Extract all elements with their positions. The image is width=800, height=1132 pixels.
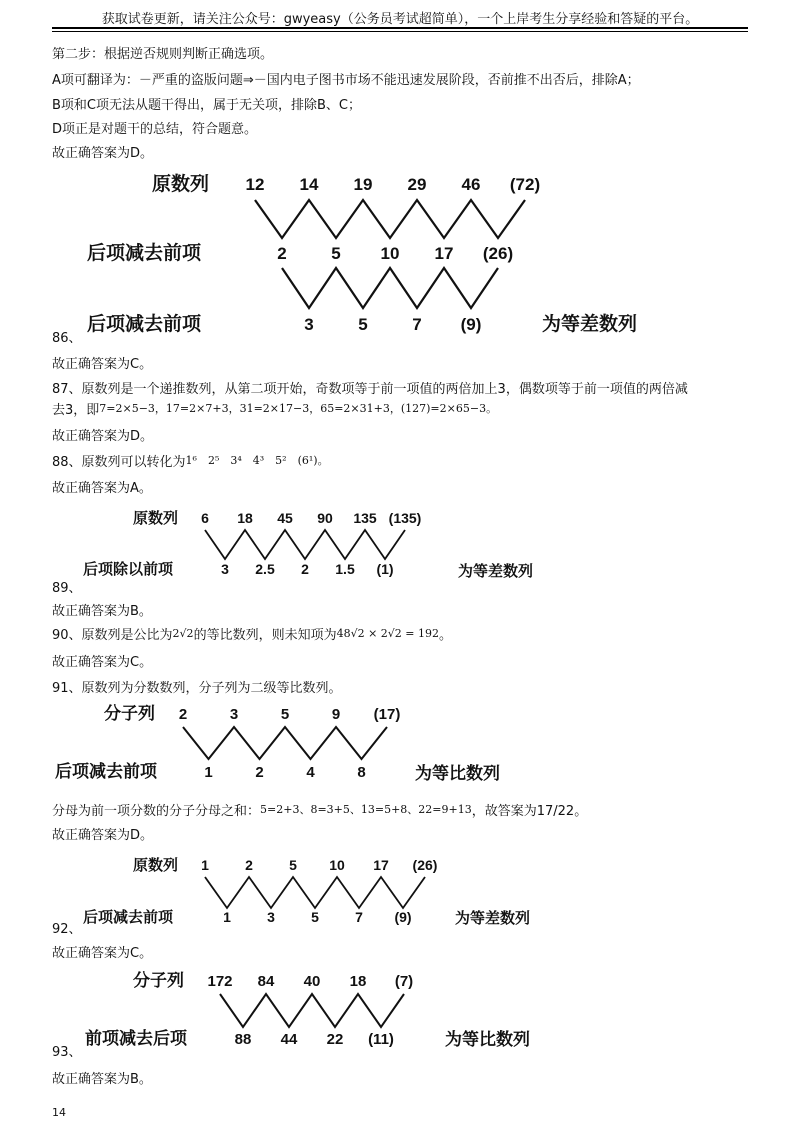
diagram-89-row1-value: 45 [277, 510, 293, 526]
diagram-86-row1-value: 12 [245, 175, 265, 194]
diagram-86-zigzag-1 [255, 200, 525, 238]
diagram-89-note: 为等差数列 [458, 563, 534, 580]
diagram-93-row2-value: 88 [234, 1031, 252, 1048]
diagram-91-row2-value: 4 [306, 764, 315, 781]
diagram-92-row1-value: 5 [289, 857, 297, 873]
diagram-86-row2-value: 5 [331, 244, 341, 263]
question-90-result: 48√2 × 2√2 = 192 [336, 627, 440, 640]
diagram-93 [0, 962, 800, 1057]
diagram-93-row1-value: 172 [207, 973, 233, 990]
header-rule-thin [52, 31, 748, 32]
diagram-89-row2-value: 2.5 [255, 561, 275, 577]
diagram-89-marks [201, 510, 421, 577]
diagram-91-row1-value: 9 [331, 706, 341, 723]
diagram-86-row3-value: 5 [358, 315, 368, 334]
diagram-92-row1-value: (26) [412, 857, 438, 873]
diagram-86-row1-value: 29 [407, 175, 427, 194]
diagram-89-row2-label: 后项除以前项 [83, 561, 174, 578]
diagram-86-row1-value: 14 [299, 175, 319, 194]
question-88-math: 1⁶ 2⁵ 3⁴ 4³ 5² (6¹)。 [185, 454, 329, 467]
diagram-89-row2-value: (1) [376, 561, 394, 577]
diagram-92-row1-value: 1 [201, 857, 209, 873]
diagram-86-row2-value: 17 [434, 244, 454, 263]
diagram-86-row1-label: 原数列 [152, 174, 210, 195]
diagram-86-row2-value: 2 [277, 244, 287, 263]
diagram-93-row1-label: 分子列 [133, 971, 184, 990]
answer-86-line: 故正确答案为C。 [52, 357, 153, 372]
diagram-93-zigzag-1 [220, 994, 404, 1027]
diagram-86-zigzag-2 [282, 268, 498, 308]
diagram-91-note: 为等比数列 [415, 764, 500, 783]
question-87-lead: 去3，即 [52, 403, 100, 418]
question-90-line [52, 624, 452, 643]
header-rule [52, 27, 748, 29]
diagram-93-row1-value: 18 [349, 973, 367, 990]
question-93-number: 93、 [52, 1045, 82, 1060]
question-91-den-lead: 分母为前一项分数的分子分母之和： [52, 804, 261, 819]
diagram-91-row1-label: 分子列 [104, 704, 155, 723]
diagram-93-row1-value: 40 [303, 973, 321, 990]
diagram-92 [0, 850, 800, 935]
question-90-ratio: 2√2 [172, 627, 194, 640]
answer-89-line: 故正确答案为B。 [52, 604, 152, 619]
answer-92-line: 故正确答案为C。 [52, 946, 153, 961]
diagram-93-row2-value: 44 [280, 1031, 298, 1048]
diagram-86-row1-value: (72) [509, 175, 541, 194]
diagram-86-note: 为等差数列 [542, 314, 638, 335]
question-89-number: 89、 [52, 581, 82, 596]
diagram-89-row1-value: 135 [353, 510, 377, 526]
diagram-86-row1-value: 19 [353, 175, 373, 194]
diagram-86-row2-value: (26) [482, 244, 514, 263]
diagram-92-row1-value: 17 [373, 857, 389, 873]
answer-line: 故正确答案为D。 [52, 146, 154, 161]
diagram-89-row2-value: 3 [221, 561, 229, 577]
diagram-89-row2-value: 1.5 [335, 561, 355, 577]
diagram-86-marks [246, 175, 541, 334]
question-87-line1: 87、原数列是一个递推数列，从第二项开始，奇数项等于前一项值的两倍加上3，偶数项等于前一项值的两倍减 [52, 382, 688, 397]
answer-91-line: 故正确答案为D。 [52, 828, 154, 843]
diagram-89-row1-value: 90 [317, 510, 333, 526]
question-86-number: 86、 [52, 331, 82, 346]
question-91-den-tail: ，故答案为17/22。 [471, 804, 588, 819]
question-91-den-math: 5=2+3、8=3+5、13=5+8、22=9+13 [260, 803, 472, 816]
diagram-93-row1-value: 84 [257, 973, 275, 990]
diagram-86-row3-value: 7 [412, 315, 422, 334]
question-88-lead: 88、原数列可以转化为 [52, 455, 186, 470]
diagram-91-row2-value: 2 [255, 764, 264, 781]
question-88-line [52, 451, 329, 470]
diagram-92-row1-value: 10 [329, 857, 345, 873]
question-91-denominator-line [52, 800, 587, 819]
diagram-89-row1-label: 原数列 [133, 510, 179, 527]
diagram-91-row2-value: 8 [357, 764, 366, 781]
option-d-line: D项正是对题干的总结，符合题意。 [52, 122, 258, 137]
diagram-89-row1-value: 6 [201, 510, 209, 526]
step-two-line: 第二步：根据逆否规则判断正确选项。 [52, 47, 274, 62]
question-87-math: 7=2×5−3，17=2×7+3，31=2×17−3，65=2×31+3，(127)=2×65−3。 [99, 402, 498, 415]
diagram-92-row2-value: (9) [394, 909, 412, 925]
diagram-92-row2-value: 1 [223, 909, 231, 925]
diagram-91-row1-value: 5 [280, 706, 290, 723]
diagram-89-row2-value: 2 [301, 561, 309, 577]
diagram-92-note: 为等差数列 [455, 910, 531, 927]
diagram-86-row3-label: 后项减去前项 [87, 314, 202, 335]
diagram-86-row2-value: 10 [380, 244, 400, 263]
question-87-line2 [52, 399, 497, 418]
page-number: 14 [52, 1106, 66, 1119]
diagram-92-row1-label: 原数列 [133, 857, 179, 874]
diagram-89-zigzag-1 [205, 530, 405, 559]
diagram-92-marks [201, 857, 437, 925]
diagram-92-row2-value: 5 [311, 909, 319, 925]
diagram-91-zigzag-1 [183, 727, 387, 759]
diagram-86-row2-label: 后项减去前项 [87, 243, 202, 264]
diagram-93-row1-value: (7) [394, 973, 414, 990]
diagram-91-marks [179, 706, 401, 781]
question-90-lead: 90、原数列是公比为 [52, 628, 173, 643]
diagram-92-row1-value: 2 [245, 857, 253, 873]
question-92-number: 92、 [52, 922, 82, 937]
diagram-89 [0, 503, 800, 588]
diagram-92-row2-label: 后项减去前项 [83, 909, 174, 926]
diagram-93-row2-value: (11) [368, 1031, 394, 1048]
diagram-93-row2-label: 前项减去后项 [85, 1029, 187, 1048]
diagram-92-row2-value: 7 [355, 909, 363, 925]
diagram-91-row1-value: 3 [229, 706, 239, 723]
option-bc-line: B项和C项无法从题干得出，属于无关项，排除B、C； [52, 98, 361, 113]
answer-88-line: 故正确答案为A。 [52, 481, 152, 496]
diagram-92-zigzag-1 [205, 877, 425, 908]
question-91-line: 91、原数列为分数数列，分子列为二级等比数列。 [52, 681, 342, 696]
option-a-line: A项可翻译为：－严重的盗版问题⇒－国内电子图书市场不能迅速发展阶段，否前推不出否后，排除A； [52, 73, 640, 88]
question-90-mid: 的等比数列，则未知项为 [193, 628, 337, 643]
diagram-93-marks [207, 973, 413, 1048]
diagram-89-row1-value: (135) [388, 510, 422, 526]
diagram-93-note: 为等比数列 [445, 1030, 530, 1049]
diagram-91-row1-value: (17) [373, 706, 401, 723]
diagram-93-row2-value: 22 [326, 1031, 344, 1048]
question-90-end: 。 [439, 628, 453, 643]
answer-93-line: 故正确答案为B。 [52, 1072, 152, 1087]
diagram-91 [0, 697, 800, 792]
answer-90-line: 故正确答案为C。 [52, 655, 153, 670]
diagram-86-row3-value: (9) [460, 315, 482, 334]
diagram-91-row2-value: 1 [204, 764, 213, 781]
diagram-91-row2-label: 后项减去前项 [55, 762, 157, 781]
answer-87-line: 故正确答案为D。 [52, 429, 154, 444]
diagram-86-row1-value: 46 [461, 175, 481, 194]
diagram-89-row1-value: 18 [237, 510, 253, 526]
diagram-86-row3-value: 3 [304, 315, 314, 334]
diagram-86 [0, 160, 800, 345]
diagram-92-row2-value: 3 [267, 909, 275, 925]
diagram-91-row1-value: 2 [178, 706, 188, 723]
page-header: 获取试卷更新，请关注公众号：gwyeasy（公务员考试超简单），一个上岸考生分享经验和答疑的平台。 [101, 12, 699, 27]
